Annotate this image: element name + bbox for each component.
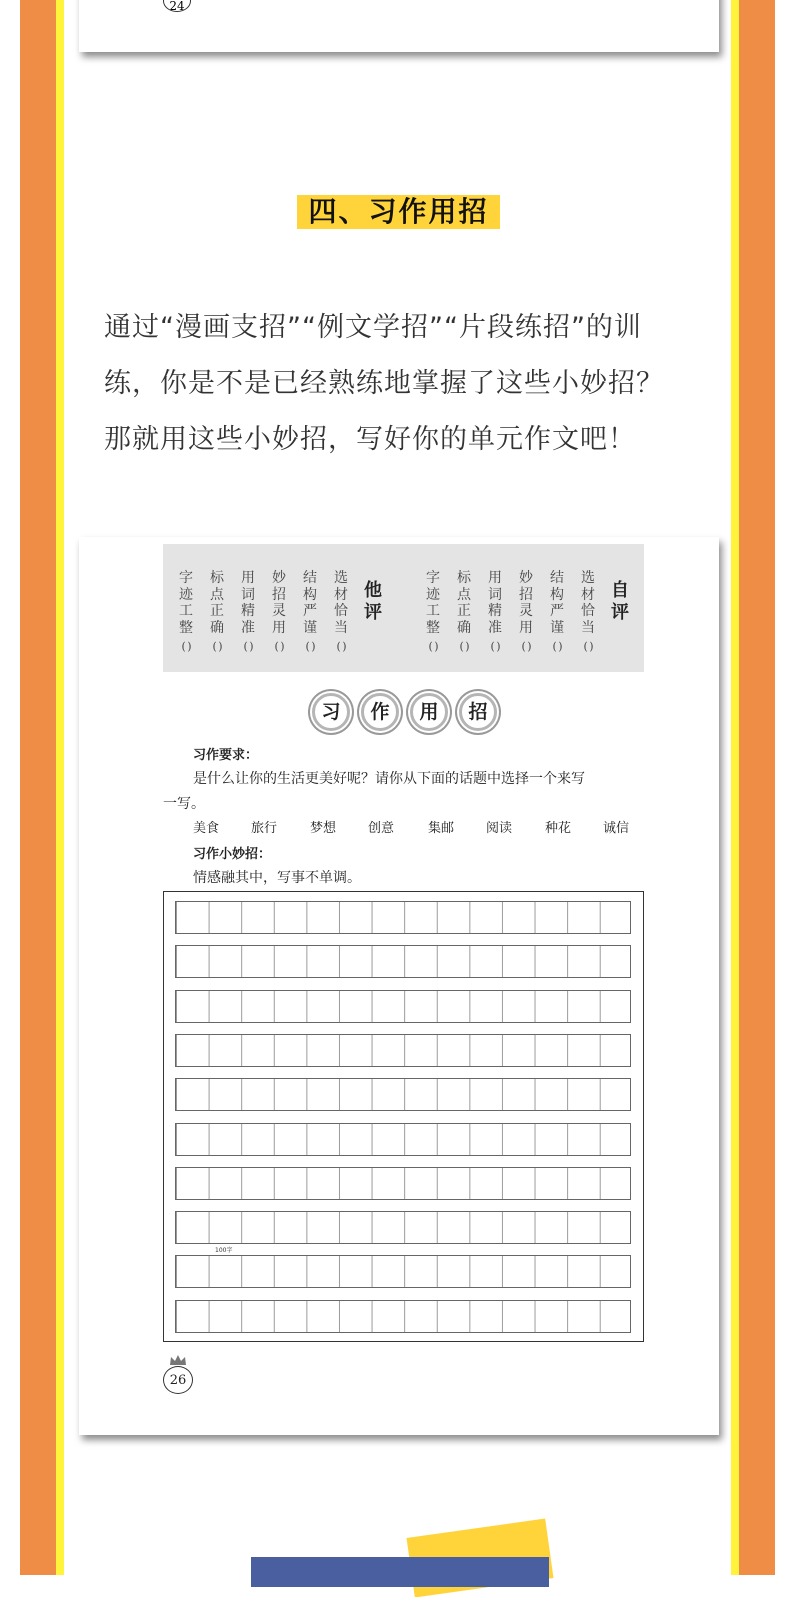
eval-blank[interactable]: ( ) <box>459 640 469 653</box>
section-badges <box>312 693 496 733</box>
left-yellow-border <box>56 0 64 1575</box>
eval-criterion: 字 迹 工 整 ( ) <box>425 570 441 655</box>
right-orange-border <box>739 0 775 1575</box>
grid-row[interactable] <box>175 1078 631 1111</box>
topic-item: 旅行 <box>251 821 278 836</box>
topic-item: 集邮 <box>428 821 455 836</box>
tips-label: 习作小妙招： <box>193 847 272 862</box>
evaluation-box <box>163 544 644 672</box>
grid-row[interactable] <box>175 990 631 1023</box>
eval-blank[interactable]: ( ) <box>428 640 438 653</box>
grid-row[interactable] <box>175 1211 631 1244</box>
eval-criterion: 结 构 严 谨 ( ) <box>302 570 318 655</box>
topic-item: 阅读 <box>486 821 513 836</box>
intro-line: 那就用这些小妙招，写好你的单元作文吧！ <box>104 424 636 455</box>
decorative-blue-banner <box>251 1557 549 1587</box>
grid-row[interactable] <box>175 901 631 934</box>
grid-row[interactable] <box>175 1255 631 1288</box>
eval-blank[interactable]: ( ) <box>274 640 284 653</box>
tips-text: 情感融其中，写事不单调。 <box>193 870 361 886</box>
eval-blank[interactable]: ( ) <box>583 640 593 653</box>
eval-criterion: 妙 招 灵 用 ( ) <box>271 570 287 655</box>
requirements-text-line1: 是什么让你的生活更美好呢？请你从下面的话题中选择一个来写 <box>193 771 585 787</box>
peer-eval-label: 他 评 <box>364 580 382 623</box>
grid-row[interactable] <box>175 1300 631 1333</box>
grid-row[interactable] <box>175 945 631 978</box>
topic-item: 创意 <box>368 821 395 836</box>
intro-text <box>104 300 704 468</box>
grid-row[interactable] <box>175 1167 631 1200</box>
requirements-label: 习作要求： <box>193 748 259 763</box>
eval-criterion: 选 材 恰 当 ( ) <box>333 570 349 655</box>
intro-line: 练，你是不是已经熟练地掌握了这些小妙招？ <box>104 368 664 399</box>
self-eval-label: 自 评 <box>611 580 629 623</box>
grid-row[interactable] <box>175 1123 631 1156</box>
crown-icon <box>169 1354 187 1366</box>
requirements-text-line2: 一写。 <box>163 796 205 812</box>
badge-yong: 用 <box>410 693 448 731</box>
badge-xi: 习 <box>312 693 350 731</box>
eval-criterion: 标 点 正 确 ( ) <box>209 570 225 655</box>
writing-grid <box>163 891 644 1342</box>
badge-zuo: 作 <box>361 693 399 731</box>
badge-zhao: 招 <box>459 693 497 731</box>
intro-line: 通过“漫画支招”“例文学招”“片段练招”的训 <box>104 312 642 343</box>
eval-blank[interactable]: ( ) <box>552 640 562 653</box>
eval-criterion: 用 词 精 准 ( ) <box>240 570 256 655</box>
eval-criterion: 用 词 精 准 ( ) <box>487 570 503 655</box>
topic-item: 诚信 <box>603 821 630 836</box>
eval-blank[interactable]: ( ) <box>521 640 531 653</box>
eval-blank[interactable]: ( ) <box>181 640 191 653</box>
topic-item: 梦想 <box>310 821 337 836</box>
eval-criterion: 标 点 正 确 ( ) <box>456 570 472 655</box>
previous-page-number: 24 <box>163 0 191 12</box>
left-orange-border <box>20 0 56 1575</box>
eval-blank[interactable]: ( ) <box>305 640 315 653</box>
eval-blank[interactable]: ( ) <box>243 640 253 653</box>
grid-row[interactable] <box>175 1034 631 1067</box>
right-yellow-border <box>731 0 739 1575</box>
eval-criterion: 妙 招 灵 用 ( ) <box>518 570 534 655</box>
page-number: 26 <box>163 1366 193 1394</box>
eval-blank[interactable]: ( ) <box>490 640 500 653</box>
eval-blank[interactable]: ( ) <box>336 640 346 653</box>
eval-criterion: 字 迹 工 整 ( ) <box>178 570 194 655</box>
topic-item: 种花 <box>545 821 572 836</box>
topic-item: 美食 <box>193 821 220 836</box>
eval-criterion: 选 材 恰 当 ( ) <box>580 570 596 655</box>
eval-criterion: 结 构 严 谨 ( ) <box>549 570 565 655</box>
word-count-marker: 100字 <box>215 1247 233 1254</box>
section-title: 四、习作用招 <box>297 195 500 229</box>
eval-blank[interactable]: ( ) <box>212 640 222 653</box>
